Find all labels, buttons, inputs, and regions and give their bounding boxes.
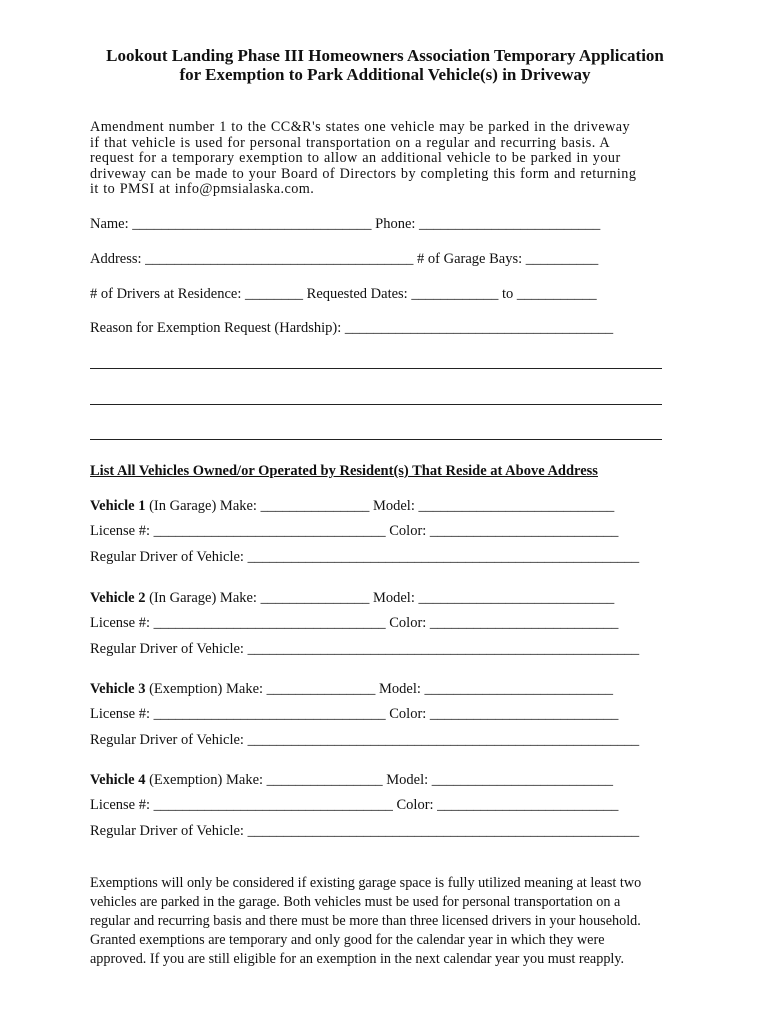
- form-title-line-1: Lookout Landing Phase III Homeowners Association Temporary Application: [106, 46, 664, 65]
- vehicle-1-driver-field[interactable]: Regular Driver of Vehicle: ______________________________________________________: [90, 549, 640, 565]
- vehicle-2-make-model-field[interactable]: [90, 589, 614, 607]
- intro-line: it to PMSI at info@pmsialaska.com.: [90, 181, 315, 198]
- make-model-text: (Exemption) Make: _______________ Model: __________________________: [145, 681, 614, 697]
- vehicle-label: Vehicle 4: [90, 772, 146, 788]
- vehicle-2-driver-field[interactable]: Regular Driver of Vehicle: ______________________________________________________: [90, 641, 640, 657]
- exemption-policy-paragraph: [90, 874, 690, 969]
- intro-line: Amendment number 1 to the CC&R's states one vehicle may be parked in the driveway: [90, 119, 631, 135]
- form-title-line-2: for Exemption to Park Additional Vehicle(s) in Driveway: [179, 65, 591, 84]
- make-model-text: (Exemption) Make: ________________ Model: _________________________: [145, 772, 614, 788]
- footer-line: vehicles are parked in the garage. Both vehicles must be used for personal transportation on a: [90, 894, 621, 910]
- name-phone-field[interactable]: Name: _________________________________ Phone: _________________________: [90, 216, 601, 232]
- vehicle-3-make-model-field[interactable]: [90, 680, 613, 698]
- vehicle-3-driver-field[interactable]: Regular Driver of Vehicle: ______________________________________________________: [90, 732, 640, 748]
- footer-line: Granted exemptions are temporary and only good for the calendar year in which they were: [90, 932, 605, 948]
- footer-line: regular and recurring basis and there must be more than three licensed drivers in your household.: [90, 913, 641, 929]
- vehicles-section-heading: List All Vehicles Owned/or Operated by Resident(s) That Reside at Above Address: [90, 463, 598, 479]
- make-model-text: (In Garage) Make: _______________ Model: ___________________________: [145, 498, 615, 514]
- intro-paragraph: [90, 120, 690, 198]
- vehicle-label: Vehicle 2: [90, 590, 146, 606]
- intro-line: request for a temporary exemption to allow an additional vehicle to be parked in your: [90, 150, 621, 167]
- reason-continuation-line[interactable]: [90, 404, 662, 405]
- vehicle-4-driver-field[interactable]: Regular Driver of Vehicle: ______________________________________________________: [90, 823, 640, 839]
- intro-line: driveway can be made to your Board of Directors by completing this form and returning: [90, 165, 637, 182]
- vehicle-2-license-color-field[interactable]: License #: ________________________________ Color: __________________________: [90, 615, 619, 631]
- reason-continuation-line[interactable]: [90, 368, 662, 369]
- intro-line: if that vehicle is used for personal transportation on a regular and recurring basis. A: [90, 134, 611, 151]
- make-model-text: (In Garage) Make: _______________ Model: ___________________________: [145, 590, 615, 606]
- footer-line: Exemptions will only be considered if existing garage space is fully utilized meaning at least two: [90, 875, 642, 891]
- footer-line: approved. If you are still eligible for an exemption in the next calendar year you must reapply.: [90, 951, 625, 967]
- vehicle-label: Vehicle 3: [90, 681, 146, 697]
- address-garage-bays-field[interactable]: Address: _____________________________________ # of Garage Bays: __________: [90, 251, 599, 267]
- reason-continuation-line[interactable]: [90, 439, 662, 440]
- vehicle-4-make-model-field[interactable]: [90, 771, 613, 789]
- reason-field[interactable]: Reason for Exemption Request (Hardship): _____________________________________: [90, 320, 614, 336]
- drivers-requested-dates-field[interactable]: # of Drivers at Residence: ________ Requested Dates: ____________ to ___________: [90, 286, 597, 302]
- vehicle-1-license-color-field[interactable]: License #: ________________________________ Color: __________________________: [90, 523, 619, 539]
- vehicle-1-make-model-field[interactable]: [90, 497, 614, 515]
- vehicle-4-license-color-field[interactable]: License #: _________________________________ Color: _________________________: [90, 797, 619, 813]
- vehicle-label: Vehicle 1: [90, 498, 146, 514]
- vehicle-3-license-color-field[interactable]: License #: ________________________________ Color: __________________________: [90, 706, 619, 722]
